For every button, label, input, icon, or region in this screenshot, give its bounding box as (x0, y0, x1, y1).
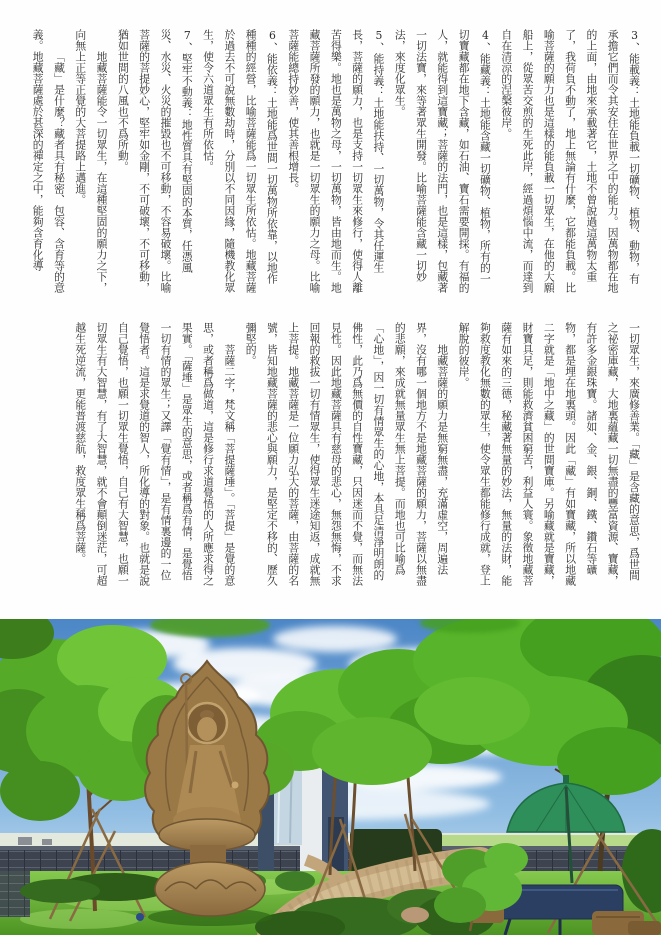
paragraph-vow-power: 地藏菩薩的願力是無窮無盡，充滿虛空，周遍法界，沒有哪一個地方不是地藏菩薩的願力，菩薩以無盡的悲願，來成就無量眾生無上菩提。而地也可比喻爲「心地」，因一切有情眾生的心地，本具足清淨明朗的佛性，此乃爲無價的自性寶藏，只因迷而不覺，而無法見性。因此地藏菩薩具有慈母的悲心，無怨無悔，不求回報的救拔一切有情眾生，使得眾生迷途知返，成就無上菩提。地藏菩薩是一位願力弘大的菩薩，由菩薩的名號，皆知地藏菩薩的悲心與願力，是堅定不移的、歷久彌堅的。 (244, 322, 450, 586)
paragraph-7-jian-lao: 7、堅牢不動義：地性質具有堅固的本質，任憑風災、水災、火災的摧毀也不可移動，不容易破壞。比喻菩薩的菩提妙心，堅牢如金剛，不可破壞，不可移動，猶如世間的八風也不爲所動。 (116, 29, 194, 293)
garden-photo (0, 619, 661, 935)
paragraph-5-neng-chi: 5、能持義：土地能扶持、一切萬物，令其任運生長，菩薩的願力，也是支持一切眾生來修行，使得人離苦得樂。地也是萬物之母，一切萬物，皆由地而生。地藏菩薩所發的願力，也就是一切眾生的願力之母。比喻菩薩能總持妙善，使其善根增長。 (287, 29, 386, 293)
paragraph-bodhisattva-meaning: 菩薩二字，梵文稱「菩提薩埵」。「菩提」是覺的意思，或者稱爲做道，這是修行求道覺悟的人所應求得之果實。「薩埵」是眾生的意思，或者稱爲有情，是覺悟一切有情的眾生；又譯「覺有情」，是有情裏邊的一位覺悟者。這是求覺道的智人，所化導的對象。也就是說自己覺悟，也願一切眾生覺悟，自己有大智慧，也願一切眾生有大智慧，有了大智慧，就不會顛倒迷茫，可超越生死逆流，更能普渡慈航，救度眾生稱爲菩薩。 (74, 322, 237, 587)
paragraph-6-neng-yi: 6、能依義：土地能爲世間一切萬物所依靠，以地作種種的經營，比喻菩薩能爲一切眾生所依怙。地藏菩薩於過去不可說無數劫時，分別以不同因緣，隨機教化眾生，使令六道眾生有所依怙。 (202, 29, 279, 293)
paragraph-cang-meaning: 「藏」是什麼？藏者具有秘密、包容、含育等的意義。地藏菩薩處於甚深的禪定之中，能夠含育化導 (31, 29, 66, 293)
lotus-base (155, 862, 265, 916)
article-band-1 (27, 29, 645, 293)
head (197, 717, 217, 741)
article-band-2 (70, 322, 645, 588)
paragraph-treasury: 一切眾生，來廣修善業。「藏」是含藏的意思，爲世間之祕密庫藏，大地裏蘊藏一切無盡的豐富資源、寶藏，有許多金銀珠寶。諸如、金、銀、銅、鐵、鑽石等礦物，都是埋在地裏頭。因此「藏」有如寶藏，所以地藏二字就是「地中之藏」的世間寶庫。另喻藏就是寶藏，財寶具足，則能救濟貧困窮苦，利益人寰。象徵地藏菩薩有如來的三德，秘藏著無量的妙法，無量的法財，能夠救度教化無數的眾生，使令眾生都能修行成就，登上解脫的彼岸。 (457, 322, 641, 586)
paragraph-vow: 地藏菩薩能令一切眾生，在這種堅固的願力之下，向無上正等正覺的大菩提路上邁進。 (74, 29, 109, 293)
rock (401, 907, 429, 923)
blue-ball (136, 913, 144, 921)
paragraph-4-neng-cang: 4、能藏義：土地能含藏一切礦物、植物，所有的一切寶藏都在地下含藏，如石油、寶石需要開採。有福的人，就能得到這寶藏；菩薩的法門，也是這樣，包藏著一切法寶，來等著眾生開發。比喻菩薩能含藏一切妙法，來度化眾生。 (393, 29, 492, 293)
jewel (232, 782, 239, 789)
paragraph-3-neng-zai: 3、能載義：土地能負載一切礦物、植物、動物，有承擔它們而令其安住在世界之中的能力。因萬物都在地的上面，由地來承載著它，土地不曾說過這萬物太重了，我荷負不動了，地上無論有什麼，它都能負載。比喻菩薩的願力也是這樣的能負載一切眾生，在他的大願船上，從眾苦交煎的生死此岸，經過煩惱中流，而達到自在清涼的涅槃彼岸。 (500, 29, 641, 293)
garden-photo-art (0, 619, 661, 935)
